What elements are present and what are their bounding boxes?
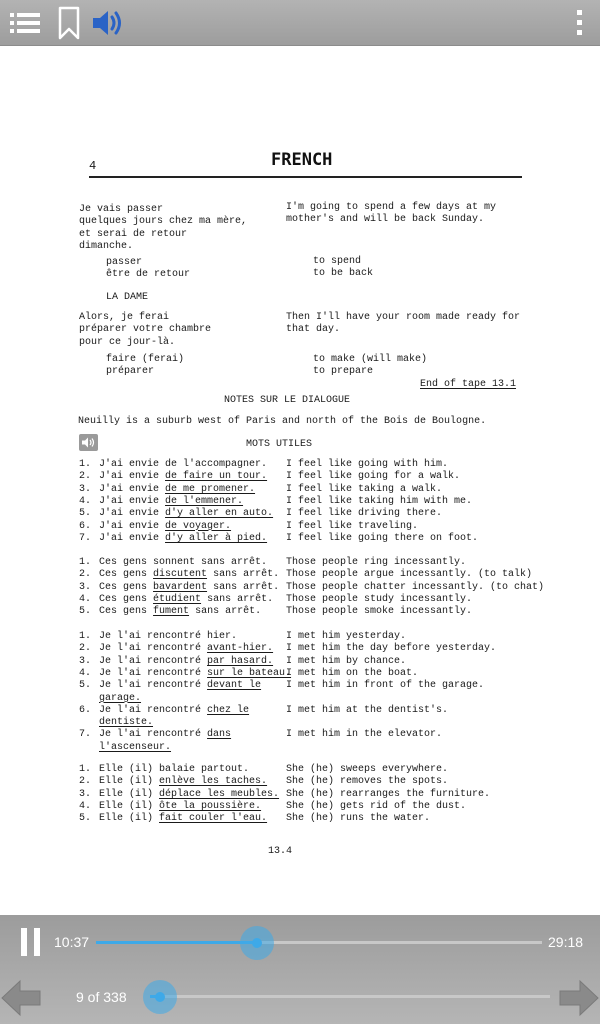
list-english: I feel like driving there. — [286, 508, 443, 520]
overflow-menu-icon[interactable] — [572, 0, 588, 45]
french-underlined-phrase: bavardent — [153, 581, 208, 593]
french-underlined-phrase: devant le — [207, 680, 262, 692]
list-number: 7. — [79, 532, 92, 544]
dialogue-english-line: mother's and will be back Sunday. — [286, 214, 485, 226]
french-phrase: J'ai envie — [99, 508, 160, 520]
bookmark-icon[interactable] — [56, 0, 82, 45]
volume-icon[interactable] — [90, 0, 126, 45]
french-phrase: Je l'ai rencontré — [99, 704, 202, 716]
french-underlined-continuation: garage. — [99, 692, 142, 704]
french-phrase: Je l'ai rencontré hier. — [99, 631, 238, 642]
list-number: 3. — [79, 581, 92, 593]
list-number: 4. — [79, 495, 92, 507]
list-english: I feel like traveling. — [286, 520, 419, 532]
french-phrase: Je l'ai rencontré — [99, 680, 202, 692]
page-progress-thumb[interactable] — [143, 980, 177, 1014]
list-english: I feel like taking him with me. — [286, 495, 473, 507]
french-phrase: Je l'ai rencontré — [99, 729, 202, 741]
audio-progress-fill — [96, 941, 257, 944]
list-french — [99, 471, 267, 483]
french-suffix: sans arrêt. — [213, 581, 280, 593]
french-underlined-phrase: par hasard. — [207, 655, 274, 667]
list-number: 2. — [79, 643, 92, 655]
notes-heading: NOTES SUR LE DIALOGUE — [224, 395, 351, 406]
list-french — [99, 631, 237, 643]
list-french — [99, 680, 261, 692]
list-english: Those people smoke incessantly. — [286, 606, 473, 618]
french-underlined-phrase: enlève les taches. — [159, 776, 268, 788]
french-underlined-phrase: de me promener. — [165, 483, 256, 495]
list-english: She (he) gets rid of the dust. — [286, 800, 467, 812]
page-title: FRENCH — [271, 150, 333, 170]
list-number: 4. — [79, 593, 92, 605]
list-number: 4. — [79, 800, 92, 812]
list-french — [99, 789, 279, 801]
french-underlined-phrase: d'y aller en auto. — [165, 508, 274, 520]
list-french — [99, 459, 267, 471]
list-number: 2. — [79, 569, 92, 581]
french-underlined-phrase: fument — [153, 606, 190, 618]
french-underlined-phrase: de voyager. — [165, 520, 232, 532]
list-number: 5. — [79, 813, 92, 825]
dialogue-french-line: et serai de retour — [79, 228, 188, 240]
french-suffix: sans arrêt. — [195, 606, 262, 618]
list-french — [99, 484, 255, 496]
french-underlined-continuation: l'ascenseur. — [99, 741, 172, 753]
dialogue-french-line: préparer votre chambre — [79, 324, 212, 336]
list-french — [99, 508, 273, 520]
list-french — [99, 569, 279, 581]
dialogue-french-line: Alors, je ferai — [79, 312, 170, 323]
french-underlined-phrase: déplace les meubles. — [159, 788, 280, 800]
list-english: Those people chatter incessantly. (to chat) — [286, 581, 545, 593]
french-phrase: J'ai envie de l'accompagner. — [99, 459, 268, 470]
french-suffix: sans arrêt. — [213, 569, 280, 581]
list-number: 1. — [79, 631, 92, 642]
french-phrase: Elle (il) — [99, 800, 154, 812]
french-underlined-phrase: sur le bateau. — [207, 667, 292, 679]
page-number: 4 — [89, 159, 97, 173]
french-phrase: Elle (il) balaie partout. — [99, 764, 250, 775]
speaker-glyph-icon — [82, 437, 95, 448]
french-underlined-phrase: discutent — [153, 569, 208, 581]
french-underlined-phrase: chez le — [207, 704, 250, 716]
french-phrase: Ces gens sonnent sans arrêt. — [99, 557, 268, 568]
list-french — [99, 801, 261, 813]
total-time: 29:18 — [548, 934, 584, 950]
list-english: I met him at the dentist's. — [286, 704, 449, 716]
list-french — [99, 643, 273, 655]
french-phrase: Je l'ai rencontré — [99, 655, 202, 667]
french-underlined-phrase: de l'emmener. — [165, 495, 244, 507]
list-french — [99, 521, 231, 533]
list-french — [99, 705, 249, 717]
page-indicator: 9 of 338 — [76, 989, 127, 1005]
list-number: 6. — [79, 704, 92, 716]
vocab-french: faire (ferai) — [106, 354, 185, 365]
list-number: 2. — [79, 776, 92, 788]
french-underlined-phrase: fait couler l'eau. — [159, 813, 268, 825]
list-number: 7. — [79, 729, 92, 741]
page-progress-track[interactable] — [150, 995, 550, 998]
french-underlined-phrase: étudient — [153, 593, 202, 605]
arrow-left-icon — [0, 979, 42, 1017]
list-number: 5. — [79, 680, 92, 692]
french-phrase: J'ai envie — [99, 495, 160, 507]
list-number: 1. — [79, 764, 92, 775]
french-suffix: sans arrêt. — [207, 593, 274, 605]
french-phrase: Elle (il) — [99, 813, 154, 825]
list-number: 2. — [79, 471, 92, 483]
header-rule — [89, 176, 522, 178]
list-french — [99, 496, 243, 508]
list-french — [99, 557, 267, 569]
french-underlined-phrase: dans — [207, 729, 232, 741]
vocab-french: passer — [106, 257, 143, 268]
french-underlined-phrase: avant-hier. — [207, 643, 274, 655]
french-phrase: Elle (il) — [99, 776, 154, 788]
list-french — [99, 656, 273, 668]
speaker-label: LA DAME — [106, 292, 149, 303]
list-english: She (he) runs the water. — [286, 813, 431, 825]
list-french — [99, 764, 249, 776]
audio-player-bar — [0, 915, 600, 1024]
speaker-icon[interactable] — [79, 434, 98, 451]
vocab-french: être de retour — [106, 269, 191, 281]
list-english: Those people ring incessantly. — [286, 557, 467, 568]
vocab-english: to make (will make) — [313, 354, 428, 365]
dialogue-english-line: that day. — [286, 324, 341, 336]
previous-page-button[interactable] — [0, 979, 42, 1017]
list-english: She (he) rearranges the furniture. — [286, 788, 491, 800]
french-phrase: Elle (il) — [99, 788, 154, 800]
list-english: I feel like going for a walk. — [286, 471, 461, 483]
dialogue-french-line: Je vais passer — [79, 204, 164, 215]
french-phrase: Ces gens — [99, 606, 148, 618]
list-french — [99, 533, 267, 545]
list-number: 1. — [79, 459, 92, 470]
list-english: I met him by chance. — [286, 655, 407, 667]
vocab-english: to be back — [313, 268, 374, 280]
list-english: She (he) sweeps everywhere. — [286, 764, 449, 775]
list-english: I feel like going there on foot. — [286, 532, 479, 544]
list-number: 5. — [79, 606, 92, 618]
list-english: I feel like going with him. — [286, 459, 449, 470]
list-french — [99, 776, 267, 788]
end-of-tape-label: End of tape 13.1 — [420, 379, 517, 390]
mots-utiles-heading: MOTS UTILES — [246, 439, 313, 450]
french-underlined-continuation: dentiste. — [99, 717, 154, 729]
next-page-button[interactable] — [558, 979, 600, 1017]
list-number: 6. — [79, 520, 92, 532]
list-french — [99, 606, 261, 618]
list-number: 3. — [79, 788, 92, 800]
list-french — [99, 668, 291, 680]
list-french — [99, 813, 267, 825]
list-english: I met him in the elevator. — [286, 729, 443, 741]
list-english: I met him in front of the garage. — [286, 680, 485, 692]
list-english: I met him yesterday. — [286, 631, 407, 642]
list-number: 3. — [79, 483, 92, 495]
audio-progress-thumb[interactable] — [240, 926, 274, 960]
arrow-right-icon — [558, 979, 600, 1017]
list-french — [99, 729, 231, 741]
list-english: I feel like taking a walk. — [286, 483, 443, 495]
french-phrase: Ces gens — [99, 593, 148, 605]
list-english: Those people argue incessantly. (to talk) — [286, 569, 533, 581]
french-phrase: Je l'ai rencontré — [99, 667, 202, 679]
french-underlined-phrase: d'y aller à pied. — [165, 532, 268, 544]
french-underlined-phrase: de faire un tour. — [165, 471, 268, 483]
list-number: 5. — [79, 508, 92, 520]
elapsed-time: 10:37 — [54, 934, 90, 950]
top-toolbar — [0, 0, 600, 46]
menu-icon[interactable] — [9, 0, 41, 45]
dialogue-english-line: Then I'll have your room made ready for — [286, 312, 521, 323]
list-number: 3. — [79, 655, 92, 667]
french-phrase: Ces gens — [99, 581, 148, 593]
french-phrase: J'ai envie — [99, 483, 160, 495]
french-phrase: Ces gens — [99, 569, 148, 581]
vocab-french: préparer — [106, 366, 155, 378]
dialogue-french-line: dimanche. — [79, 240, 134, 252]
notes-text: Neuilly is a suburb west of Paris and north of the Bois de Boulogne. — [78, 416, 487, 427]
dialogue-french-line: quelques jours chez ma mère, — [79, 216, 248, 228]
french-underlined-phrase: ôte la poussière. — [159, 800, 262, 812]
dialogue-french-line: pour ce jour-là. — [79, 336, 176, 348]
list-english: Those people study incessantly. — [286, 593, 473, 605]
vocab-english: to spend — [313, 256, 362, 267]
list-french — [99, 594, 273, 606]
french-phrase: J'ai envie — [99, 471, 160, 483]
french-phrase: J'ai envie — [99, 532, 160, 544]
list-number: 4. — [79, 667, 92, 679]
dialogue-english-line: I'm going to spend a few days at my — [286, 202, 497, 213]
pause-icon — [18, 925, 44, 959]
pause-button[interactable] — [18, 925, 44, 959]
list-english: I met him the day before yesterday. — [286, 643, 497, 655]
list-english: I met him on the boat. — [286, 667, 419, 679]
list-number: 1. — [79, 557, 92, 568]
vocab-english: to prepare — [313, 366, 374, 378]
page-footer-number: 13.4 — [268, 846, 293, 857]
list-english: She (he) removes the spots. — [286, 776, 449, 788]
french-phrase: J'ai envie — [99, 520, 160, 532]
french-phrase: Je l'ai rencontré — [99, 643, 202, 655]
list-french — [99, 582, 279, 594]
